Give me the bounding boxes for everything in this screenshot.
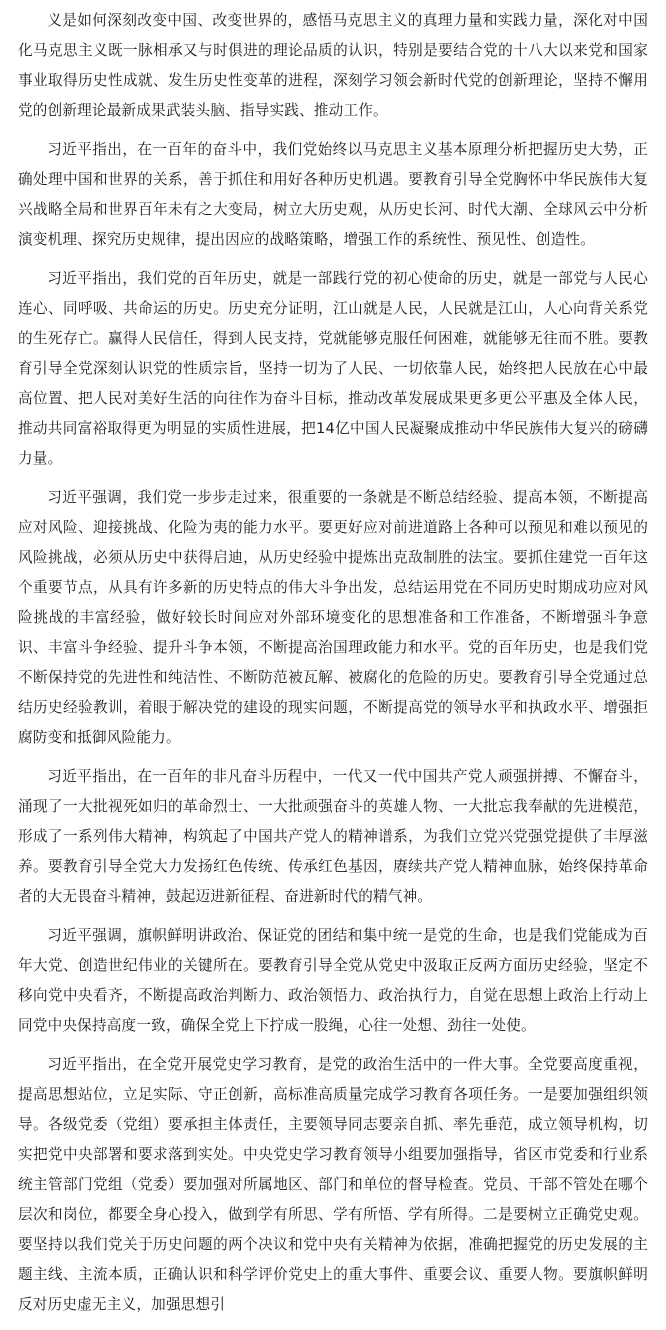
paragraph: 习近平强调，我们党一步步走过来，很重要的一条就是不断总结经验、提高本领，不断提高应对风险、迎接挑战、化险为夷的能力水平。要更好应对前进道路上各种可以预见和难以预见的风险挑战，必须从历史中获得启迪，从历史经验中提炼出克敌制胜的法宝。要抓住建党一百年这个重要节点，从具有许多新的历史特点的伟大斗争出发，总结运用党在不同历史时期成功应对风险挑战的丰富经验，做好较长时间应对外部环境变化的思想准备和工作准备，不断增强斗争意识、丰富斗争经验、提升斗争本领，不断提高治国理政能力和水平。党的百年历史，也是我们党不断保持党的先进性和纯洁性、不断防范被瓦解、被腐化的危险的历史。要教育引导全党通过总结历史经验教训，着眼于解决党的建设的现实问题，不断提高党的领导水平和执政水平、增强拒腐防变和抵御风险能力。 xyxy=(18,489,648,746)
paragraph: 习近平指出，我们党的百年历史，就是一部践行党的初心使命的历史，就是一部党与人民心连心、同呼吸、共命运的历史。历史充分证明，江山就是人民，人民就是江山，人心向背关系党的生死存亡。赢得人民信任，得到人民支持，党就能够克服任何困难，就能够无往而不胜。要教育引导全党深刻认识党的性质宗旨，坚持一切为了人民、一切依靠人民，始终把人民放在心中最高位置、把人民对美好生活的向往作为奋斗目标，推动改革发展成果更多更公平惠及全体人民，推动共同富裕取得更为明显的实质性进展，把14亿中国人民凝聚成推动中华民族伟大复兴的磅礴力量。 xyxy=(18,270,648,467)
paragraph: 习近平指出，在一百年的奋斗中，我们党始终以马克思主义基本原理分析把握历史大势，正确处理中国和世界的关系，善于抓住和用好各种历史机遇。要教育引导全党胸怀中华民族伟大复兴战略全局和世界百年未有之大变局，树立大历史观，从历史长河、时代大潮、全球风云中分析演变机理、探究历史规律，提出因应的战略策略，增强工作的系统性、预见性、创造性。 xyxy=(18,141,648,248)
paragraph: 习近平指出，在一百年的非凡奋斗历程中，一代又一代中国共产党人顽强拼搏、不懈奋斗，涌现了一大批视死如归的革命烈士、一大批顽强奋斗的英雄人物、一大批忘我奉献的先进模范，形成了一系列伟大精神，构筑起了中国共产党人的精神谱系，为我们立党兴党强党提供了丰厚滋养。要教育引导全党大力发扬红色传统、传承红色基因，赓续共产党人精神血脉，始终保持革命者的大无畏奋斗精神，鼓起迈进新征程、奋进新时代的精气神。 xyxy=(18,768,648,905)
paragraph: 习近平强调，旗帜鲜明讲政治、保证党的团结和集中统一是党的生命，也是我们党能成为百年大党、创造世纪伟业的关键所在。要教育引导全党从党史中汲取正反两方面历史经验，坚定不移向党中央看齐，不断提高政治判断力、政治领悟力、政治执行力，自觉在思想上政治上行动上同党中央保持高度一致，确保全党上下拧成一股绳，心往一处想、劲往一处使。 xyxy=(18,927,648,1034)
paragraph: 义是如何深刻改变中国、改变世界的，感悟马克思主义的真理力量和实践力量，深化对中国化马克思主义既一脉相承又与时俱进的理论品质的认识，特别是要结合党的十八大以来党和国家事业取得历史性成就、发生历史性变革的进程，深刻学习领会新时代党的创新理论，坚持不懈用党的创新理论最新成果武装头脑、指导实践、推动工作。 xyxy=(18,12,648,119)
paragraph: 习近平指出，在全党开展党史学习教育，是党的政治生活中的一件大事。全党要高度重视，提高思想站位，立足实际、守正创新，高标准高质量完成学习教育各项任务。一是要加强组织领导。各级党委（党组）要承担主体责任，主要领导同志要亲自抓、率先垂范，成立领导机构，切实把党中央部署和要求落到实处。中央党史学习教育领导小组要加强指导，省区市党委和行业系统主管部门党组（党委）要加强对所属地区、部门和单位的督导检查。党员、干部不管处在哪个层次和岗位，都要全身心投入，做到学有所思、学有所悟、学有所得。二是要树立正确党史观。要坚持以我们党关于历史问题的两个决议和党中央有关精神为依据，准确把握党的历史发展的主题主线、主流本质，正确认识和科学评价党史上的重大事件、重要会议、重要人物。要旗帜鲜明反对历史虚无主义，加强思想引 xyxy=(18,1056,648,1313)
